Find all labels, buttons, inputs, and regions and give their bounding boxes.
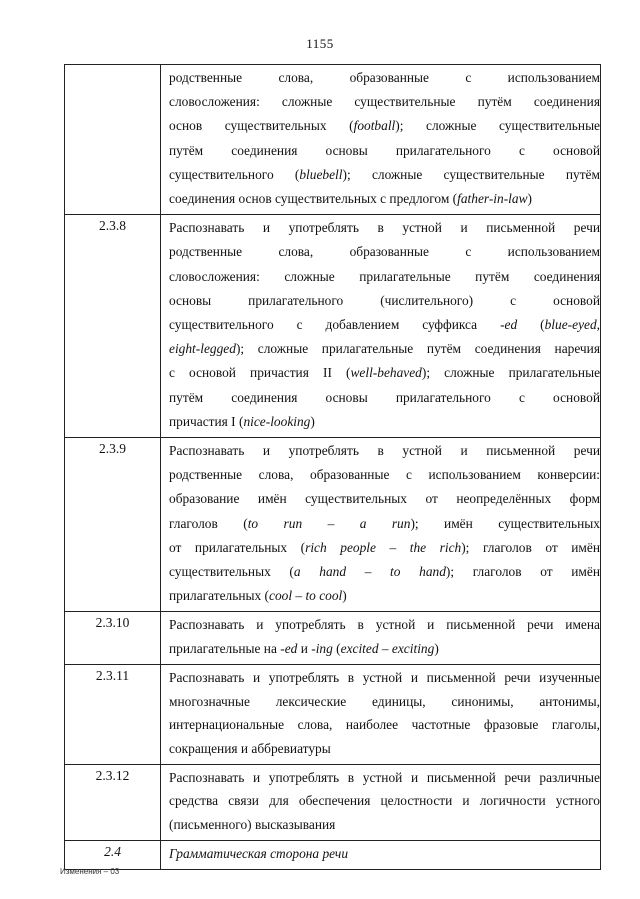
text-segment: Распознавать и употреблять в устной и письменной речи имена <box>169 617 600 633</box>
text-segment: ); глаголов от имён <box>461 539 600 555</box>
text-line <box>169 842 600 866</box>
row-code: 2.3.9 <box>65 438 161 612</box>
page-number: 1155 <box>306 36 334 51</box>
text-segment: родственные слова, образованные с использованием <box>169 244 600 260</box>
italic-term: blue-eyed, <box>544 317 600 333</box>
text-line <box>169 666 600 690</box>
italic-term: rich people – the rich <box>305 539 462 555</box>
requirements-table <box>64 64 601 870</box>
table-body <box>65 65 601 870</box>
text-line <box>169 813 600 837</box>
text-line <box>169 163 600 187</box>
italic-term: -ed <box>500 317 518 333</box>
text-line <box>169 187 600 211</box>
text-line <box>169 439 600 463</box>
table-row <box>65 664 601 764</box>
text-line <box>169 361 600 385</box>
text-segment: основы прилагательного (числительного) с основой <box>169 292 600 308</box>
italic-term: well-behaved <box>350 365 422 381</box>
text-line <box>169 313 600 337</box>
text-segment: прилагательные на <box>169 641 281 657</box>
text-line <box>169 139 600 163</box>
text-segment: (письменного) высказывания <box>169 817 336 833</box>
text-line <box>169 265 600 289</box>
text-segment: с основой причастия II ( <box>169 365 351 381</box>
text-segment: ) <box>310 413 315 429</box>
text-segment: ( <box>332 641 341 657</box>
text-segment: интернациональные слова, наиболее частотные фразовые глаголы, <box>169 717 600 733</box>
text-line <box>169 487 600 511</box>
italic-term: Грамматическая сторона речи <box>169 845 349 861</box>
italic-term: excited – exciting <box>340 641 435 657</box>
text-segment: ) <box>527 191 532 207</box>
row-description <box>161 664 601 764</box>
text-line <box>169 766 600 790</box>
text-segment: ); глаголов от имён <box>445 564 600 580</box>
text-segment: глаголов ( <box>169 515 248 531</box>
text-segment: основ существительных ( <box>169 118 354 134</box>
row-description <box>161 764 601 840</box>
italic-term: eight-legged <box>169 341 236 357</box>
text-segment: существительного с добавлением суффикса <box>169 317 501 333</box>
table-row <box>65 65 601 215</box>
text-segment: ) <box>434 641 439 657</box>
text-segment: средства связи для обеспечения целостности и логичности устного <box>169 793 600 809</box>
italic-term: cool – to cool <box>269 588 343 604</box>
row-description <box>161 215 601 438</box>
text-line <box>169 536 600 560</box>
row-code: 2.3.10 <box>65 612 161 664</box>
text-line <box>169 512 600 536</box>
italic-term: to run – a run <box>247 515 411 531</box>
text-line <box>169 216 600 240</box>
text-line <box>169 240 600 264</box>
text-line <box>169 737 600 761</box>
text-segment: многозначные лексические единицы, синонимы, антонимы, <box>169 693 600 709</box>
row-code: 2.3.11 <box>65 664 161 764</box>
text-segment: ( <box>517 317 545 333</box>
row-description <box>161 65 601 215</box>
table-row <box>65 215 601 438</box>
text-line <box>169 713 600 737</box>
text-segment: сокращения и аббревиатуры <box>169 740 331 756</box>
text-segment: ); сложные существительные путём <box>342 166 600 182</box>
text-segment: Распознавать и употреблять в устной и письменной речи изученные <box>169 669 600 685</box>
text-segment: соединения основ существительных с предлогом ( <box>169 191 458 207</box>
italic-term: -ing <box>311 641 333 657</box>
italic-term: a hand – to hand <box>293 564 446 580</box>
italic-term: football <box>353 118 396 134</box>
text-segment: ); сложные существительные <box>395 118 600 134</box>
row-description <box>161 840 601 869</box>
text-segment: образование имён существительных от неопределённых форм <box>169 491 600 507</box>
text-segment: путём соединения основы прилагательного с основой <box>169 142 600 158</box>
text-segment: родственные слова, образованные с использованием <box>169 70 600 85</box>
text-segment: существительного ( <box>169 166 300 182</box>
text-segment: ); сложные прилагательные путём соединения наречия <box>235 341 600 357</box>
italic-term: nice-looking <box>243 413 311 429</box>
text-line <box>169 690 600 714</box>
text-line <box>169 289 600 313</box>
text-segment: Распознавать и употреблять в устной и письменной речи различные <box>169 769 600 785</box>
table-row <box>65 764 601 840</box>
text-segment: путём соединения основы прилагательного с основой <box>169 389 600 405</box>
text-segment: Распознавать и употреблять в устной и письменной речи <box>169 443 600 459</box>
text-line <box>169 789 600 813</box>
text-segment: ); имён существительных <box>410 515 600 531</box>
text-segment: словосложения: сложные прилагательные путём соединения <box>169 268 600 284</box>
row-code <box>65 65 161 215</box>
row-description <box>161 612 601 664</box>
table-row <box>65 840 601 869</box>
row-description <box>161 438 601 612</box>
text-segment: родственные слова, образованные с использованием конверсии: <box>169 467 600 483</box>
text-segment: ) <box>342 588 347 604</box>
footer-revision-note: Изменения – 03 <box>60 867 120 876</box>
row-code: 2.4 <box>65 840 161 869</box>
text-segment: прилагательных ( <box>169 588 269 604</box>
text-line <box>169 613 600 637</box>
text-segment: Распознавать и употреблять в устной и письменной речи <box>169 220 600 236</box>
text-line <box>169 66 600 90</box>
text-line <box>169 463 600 487</box>
text-line <box>169 560 600 584</box>
text-line <box>169 410 600 434</box>
table-row <box>65 438 601 612</box>
table-row <box>65 612 601 664</box>
text-segment: от прилагательных ( <box>169 539 306 555</box>
text-segment: словосложения: сложные существительные путём соединения <box>169 94 600 110</box>
text-segment: и <box>297 641 312 657</box>
text-segment: причастия I ( <box>169 413 244 429</box>
text-line <box>169 386 600 410</box>
text-line <box>169 114 600 138</box>
italic-term: father-in-law <box>457 191 528 207</box>
text-line <box>169 584 600 608</box>
italic-term: bluebell <box>299 166 343 182</box>
text-line <box>169 337 600 361</box>
text-segment: существительных ( <box>169 564 294 580</box>
row-code: 2.3.8 <box>65 215 161 438</box>
text-segment: ); сложные прилагательные <box>421 365 600 381</box>
text-line <box>169 90 600 114</box>
row-code: 2.3.12 <box>65 764 161 840</box>
italic-term: -ed <box>280 641 298 657</box>
text-line <box>169 637 600 661</box>
